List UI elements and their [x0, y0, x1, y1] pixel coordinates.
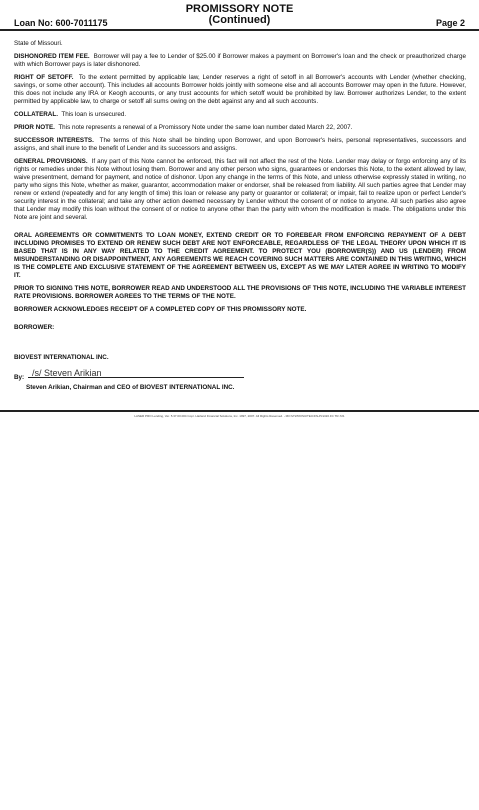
- borrower-company: BIOVEST INTERNATIONAL INC.: [14, 354, 109, 361]
- title-line-1: PROMISSORY NOTE: [185, 3, 294, 15]
- setoff-label: RIGHT OF SETOFF.: [14, 74, 74, 81]
- title-line-2: (Continued): [208, 14, 271, 26]
- prior-note-label: PRIOR NOTE.: [14, 124, 55, 131]
- collateral-section: [14, 111, 466, 119]
- successor-label: SUCCESSOR INTERESTS.: [14, 137, 94, 144]
- general-label: GENERAL PROVISIONS.: [14, 158, 88, 165]
- general-text: If any part of this Note cannot be enforced, this fact will not affect the rest of the Note. Lender may delay or forgo enforcing any of its rights or remedies under this Note without losing them. Borrower and any other person who signs, guarantees or endorses this Note, to the extent allowed by law, waive presentment, demand for payment, and notice of dishonor. Upon any change in the terms of this Note, and unless otherwise expressly stated in writing, no party who signs this Note, whether as maker, guarantor, accommodation maker or endorser, shall be released from liability. All such parties agree that Lender may renew or extend (repeatedly and for any length of time) this loan or release any party or guarantor or collateral; or impair, fail to realize upon or perfect Lender's security interest in the collateral; and take any other action deemed necessary by Lender without the consent of or notice to anyone. All such parties also agree that Lender may modify this loan without the consent of or notice to anyone other than the party with whom the modification is made. The obligations under this Note are joint and several.: [14, 158, 466, 221]
- by-label: By:: [14, 374, 25, 381]
- signature-block: [14, 324, 466, 392]
- dishonored-text: Borrower will pay a fee to Lender of $25.00 if Borrower makes a payment on Borrower's loan and the check or preauthorized charge with which Borrower pays is later dishonored.: [14, 53, 467, 68]
- right-of-setoff-section: [14, 74, 466, 106]
- page-number: Page 2: [435, 18, 465, 28]
- signature-line: [14, 368, 466, 381]
- collateral-text: This loan is unsecured.: [61, 111, 127, 118]
- general-provisions-section: [14, 158, 466, 222]
- footer-text: LASER PRO Lending, Ver. 5.37.00.004 Copr. Harland Financial Solutions, Inc. 1997, 2007. All Rights Reserved. - MO M:\PROSUITE\CFI\LPL\D20.FC TR-721: [134, 414, 345, 418]
- page-header: [14, 4, 465, 26]
- footer-rule: [0, 410, 479, 412]
- acknowledgement-notice: BORROWER ACKNOWLEDGES RECEIPT OF A COMPLETED COPY OF THIS PROMISSORY NOTE.: [14, 306, 307, 313]
- prior-to-signing-notice: PRIOR TO SIGNING THIS NOTE, BORROWER READ AND UNDERSTOOD ALL THE PROVISIONS OF THIS NOTE, INCLUDING THE VARIABLE INTEREST RATE PROVISIONS. BORROWER AGREES TO THE TERMS OF THE NOTE.: [14, 285, 466, 300]
- prior-note-section: [14, 124, 466, 132]
- successor-interests-section: [14, 137, 466, 153]
- note-body: [14, 40, 466, 392]
- signed-name: /s/ Steven Arikian: [28, 369, 244, 378]
- successor-text: The terms of this Note shall be binding upon Borrower, and upon Borrower's heirs, personal representatives, successors and assigns, and shall inure to the benefit of Lender and its successors and assigns.: [14, 137, 466, 152]
- state-text: State of Missouri.: [14, 40, 63, 47]
- header-rule: [0, 29, 479, 31]
- prior-note-text: This note represents a renewal of a Promissory Note under the same loan number dated March 22, 2007.: [58, 124, 353, 131]
- loan-number: Loan No: 600-7011175: [14, 18, 108, 28]
- setoff-text: To the extent permitted by applicable law, Lender reserves a right of setoff in all Borrower's accounts with Lender (whether checking, savings, or some other account). This includes all accounts Borrower holds jointly with someone else and all accounts Borrower may open in the future. However, this does not include any IRA or Keogh accounts, or any trust accounts for which setoff would be prohibited by law. Borrower authorizes Lender, to the extent permitted by applicable law, to charge or setoff all sums owing on the debt against any and all such accounts.: [14, 74, 466, 105]
- collateral-label: COLLATERAL.: [14, 111, 58, 118]
- signer-caption: Steven Arikian, Chairman and CEO of BIOVEST INTERNATIONAL INC.: [26, 384, 235, 391]
- oral-agreements-notice: ORAL AGREEMENTS OR COMMITMENTS TO LOAN MONEY, EXTEND CREDIT OR TO FOREBEAR FROM ENFORCING REPAYMENT OF A DEBT INCLUDING PROMISES TO EXTEND OR RENEW SUCH DEBT ARE NOT ENFORCEABLE, REGARDLESS OF THE LEGAL THEORY UPON WHICH IT IS BASED THAT IS IN ANY WAY RELATED TO THE CREDIT AGREEMENT. TO PROTECT YOU (BORROWER(S)) AND US (LENDER) FROM MISUNDERSTANDING OR DISAPPOINTMENT, ANY AGREEMENTS WE REACH COVERING SUCH MATTERS ARE CONTAINED IN THIS WRITING, WHICH IS THE COMPLETE AND EXCLUSIVE STATEMENT OF THE AGREEMENT BETWEEN US, EXCEPT AS WE MAY LATER AGREE IN WRITING TO MODIFY IT.: [14, 232, 466, 279]
- dishonored-item-fee-section: [14, 53, 466, 69]
- dishonored-label: DISHONORED ITEM FEE.: [14, 53, 90, 60]
- borrower-label: BORROWER:: [14, 324, 55, 331]
